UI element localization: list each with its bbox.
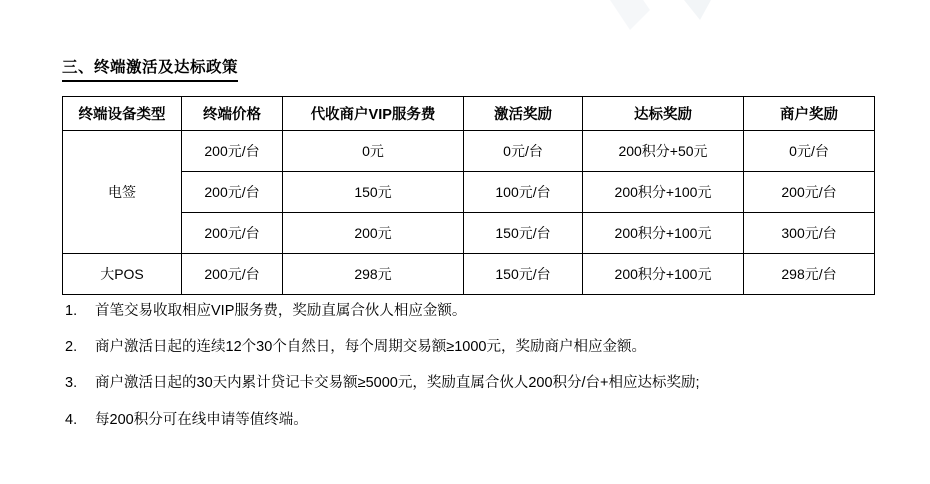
cell-price: 200元/台 bbox=[182, 131, 283, 172]
cell-merchant-reward: 300元/台 bbox=[744, 213, 875, 254]
list-item bbox=[62, 300, 892, 323]
cell-target-reward: 200积分+100元 bbox=[583, 213, 744, 254]
notes-list bbox=[62, 300, 892, 445]
cell-vip-fee: 0元 bbox=[283, 131, 464, 172]
note-number: 3. bbox=[65, 375, 78, 392]
cell-merchant-reward: 200元/台 bbox=[744, 172, 875, 213]
watermark-graphic bbox=[510, 0, 810, 40]
column-header-device-type: 终端设备类型 bbox=[63, 97, 182, 131]
note-text: 首笔交易收取相应VIP服务费，奖励直属合伙人相应金额。 bbox=[95, 303, 467, 319]
list-item bbox=[62, 336, 892, 359]
cell-target-reward: 200积分+50元 bbox=[583, 131, 744, 172]
table-row bbox=[63, 254, 875, 295]
cell-vip-fee: 150元 bbox=[283, 172, 464, 213]
list-item bbox=[62, 372, 892, 395]
cell-price: 200元/台 bbox=[182, 254, 283, 295]
cell-target-reward: 200积分+100元 bbox=[583, 254, 744, 295]
table-header-row bbox=[63, 97, 875, 131]
cell-price: 200元/台 bbox=[182, 213, 283, 254]
note-text: 每200积分可在线申请等值终端。 bbox=[95, 411, 308, 428]
column-header-vip-fee: 代收商户VIP服务费 bbox=[283, 97, 464, 131]
cell-price: 200元/台 bbox=[182, 172, 283, 213]
device-type-cell: 大POS bbox=[63, 254, 182, 295]
section-title: 三、终端激活及达标政策 bbox=[62, 58, 238, 82]
cell-merchant-reward: 0元/台 bbox=[744, 131, 875, 172]
cell-activation-reward: 150元/台 bbox=[464, 254, 583, 295]
note-text: 商户激活日起的30天内累计贷记卡交易额≥5000元，奖励直属合伙人200积分/台+相应达标奖励; bbox=[95, 375, 700, 392]
cell-activation-reward: 150元/台 bbox=[464, 213, 583, 254]
cell-merchant-reward: 298元/台 bbox=[744, 254, 875, 295]
table-row bbox=[63, 213, 875, 254]
note-number: 1. bbox=[65, 303, 78, 319]
table-row bbox=[63, 131, 875, 172]
column-header-price: 终端价格 bbox=[182, 97, 283, 131]
column-header-merchant-reward: 商户奖励 bbox=[744, 97, 875, 131]
list-item bbox=[62, 409, 892, 432]
table-body bbox=[63, 131, 875, 295]
cell-activation-reward: 0元/台 bbox=[464, 131, 583, 172]
note-text: 商户激活日起的连续12个30个自然日，每个周期交易额≥1000元，奖励商户相应金额。 bbox=[95, 339, 646, 356]
column-header-activation-reward: 激活奖励 bbox=[464, 97, 583, 131]
note-number: 2. bbox=[65, 339, 78, 356]
note-number: 4. bbox=[65, 411, 78, 428]
table-row bbox=[63, 172, 875, 213]
cell-target-reward: 200积分+100元 bbox=[583, 172, 744, 213]
cell-activation-reward: 100元/台 bbox=[464, 172, 583, 213]
column-header-target-reward: 达标奖励 bbox=[583, 97, 744, 131]
device-type-cell: 电签 bbox=[63, 131, 182, 254]
cell-vip-fee: 200元 bbox=[283, 213, 464, 254]
table-header bbox=[63, 97, 875, 131]
terminal-policy-table bbox=[62, 96, 875, 295]
cell-vip-fee: 298元 bbox=[283, 254, 464, 295]
